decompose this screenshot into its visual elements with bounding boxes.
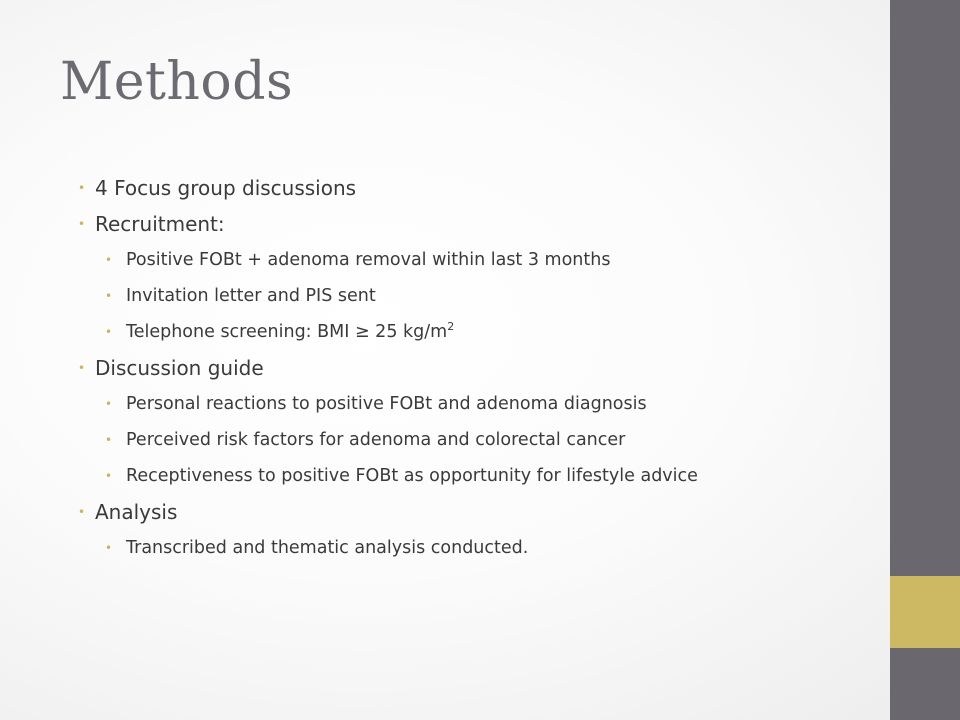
bullet-text: Telephone screening: BMI ≥ 25 kg/m [126, 322, 448, 342]
bullet-icon: • [105, 469, 113, 483]
bullet-recruitment [78, 212, 878, 236]
bullet-text: 4 Focus group discussions [95, 176, 357, 200]
sub-bullet-telephone-screening [78, 320, 878, 344]
sub-bullet-receptiveness [78, 464, 878, 488]
bullet-text: Perceived risk factors for adenoma and colorectal cancer [126, 430, 626, 450]
bullet-analysis [78, 500, 878, 524]
bullet-list [78, 176, 878, 572]
sub-bullet-positive-fobt [78, 248, 878, 272]
bullet-text: Positive FOBt + adenoma removal within last 3 months [126, 250, 611, 270]
bullet-icon: • [78, 505, 86, 519]
bullet-icon: • [105, 541, 113, 555]
bullet-focus-groups [78, 176, 878, 200]
side-accent-block [890, 576, 960, 648]
bullet-icon: • [105, 397, 113, 411]
superscript-2: 2 [447, 320, 455, 333]
bullet-text: Transcribed and thematic analysis conducted. [126, 538, 529, 558]
sub-bullet-invitation-letter [78, 284, 878, 308]
bullet-text: Recruitment: [95, 212, 225, 236]
bullet-text: Invitation letter and PIS sent [126, 286, 376, 306]
bullet-text: Receptiveness to positive FOBt as opportunity for lifestyle advice [126, 466, 698, 486]
bullet-icon: • [78, 217, 86, 231]
sub-bullet-perceived-risk [78, 428, 878, 452]
bullet-icon: • [105, 433, 113, 447]
bullet-icon: • [105, 325, 113, 339]
bullet-text: Discussion guide [95, 356, 264, 380]
bullet-text: Personal reactions to positive FOBt and adenoma diagnosis [126, 394, 647, 414]
bullet-icon: • [78, 181, 86, 195]
bullet-text: Analysis [95, 500, 178, 524]
bullet-icon: • [78, 361, 86, 375]
bullet-discussion-guide [78, 356, 878, 380]
bullet-icon: • [105, 289, 113, 303]
sub-bullet-personal-reactions [78, 392, 878, 416]
bullet-icon: • [105, 253, 113, 267]
slide-title: Methods [60, 52, 294, 112]
sub-bullet-transcribed [78, 536, 878, 560]
